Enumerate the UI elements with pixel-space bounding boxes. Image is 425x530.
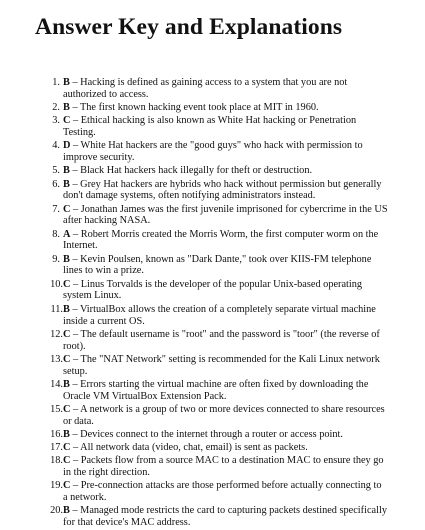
answer-body [63, 480, 388, 504]
answer-letter: C [63, 203, 71, 215]
answer-explanation: – Jonathan James was the first juvenile imprisoned for cybercrime in the US after hacking NASA. [63, 203, 388, 227]
answer-number: 18. [50, 455, 63, 467]
answer-letter: C [63, 115, 71, 127]
answer-number: 6. [52, 178, 60, 190]
answer-body [63, 455, 388, 479]
answer-item [44, 329, 388, 353]
answer-item [44, 179, 388, 203]
answer-letter: B [63, 178, 70, 190]
answer-number: 15. [50, 403, 63, 415]
answer-body [63, 102, 388, 114]
answer-list [44, 77, 388, 530]
answer-explanation: – A network is a group of two or more devices connected to share resources or data. [63, 403, 385, 427]
answer-body [63, 229, 388, 253]
answer-item [44, 254, 388, 278]
answer-item [44, 304, 388, 328]
answer-number: 1. [52, 77, 60, 88]
answer-letter: B [63, 378, 70, 390]
answer-explanation: – The first known hacking event took place at MIT in 1960. [69, 102, 319, 114]
answer-explanation: – Kevin Poulsen, known as "Dark Dante," took over KIIS-FM telephone lines to win a prize. [63, 253, 372, 277]
answer-letter: C [63, 403, 71, 415]
answer-explanation: – Pre-connection attacks are those performed before actually connecting to a network. [63, 480, 382, 504]
answer-explanation: – The default username is "root" and the password is "toor" (the reverse of root). [63, 328, 380, 352]
answer-explanation: – White Hat hackers are the "good guys" who hack with permission to improve security. [63, 140, 363, 164]
answer-number: 9. [52, 253, 60, 265]
answer-item [44, 102, 388, 114]
answer-item [44, 204, 388, 228]
answer-number: 10. [50, 278, 63, 290]
answer-number: 13. [50, 353, 63, 365]
answer-item [44, 480, 388, 504]
answer-number: 14. [50, 378, 63, 390]
answer-explanation: – Managed mode restricts the card to capturing packets destined specifically for that device's MAC address. [63, 505, 387, 529]
answer-number: 5. [52, 165, 60, 177]
answer-letter: B [63, 253, 70, 265]
answer-item [44, 404, 388, 428]
answer-number: 20. [50, 505, 63, 517]
answer-letter: B [63, 77, 70, 88]
answer-letter: C [63, 328, 71, 340]
answer-item [44, 442, 388, 454]
answer-explanation: – VirtualBox allows the creation of a completely separate virtual machine inside a current OS. [63, 303, 376, 327]
answer-explanation: – All network data (video, chat, email) is sent as packets. [70, 442, 308, 454]
answer-letter: C [63, 455, 71, 467]
answer-number: 8. [52, 228, 60, 240]
answer-body [63, 279, 388, 303]
answer-item [44, 505, 388, 529]
answer-number: 19. [50, 480, 63, 492]
answer-number: 11. [50, 303, 63, 315]
answer-body [63, 354, 388, 378]
answer-body [63, 140, 388, 164]
answer-item [44, 140, 388, 164]
answer-letter: A [63, 228, 71, 240]
answer-explanation: – Ethical hacking is also known as White Hat hacking or Penetration Testing. [63, 115, 357, 139]
answer-item [44, 165, 388, 177]
answer-number: 17. [50, 442, 63, 454]
answer-item [44, 279, 388, 303]
answer-body [63, 379, 388, 403]
answer-explanation: – Hacking is defined as gaining access to a system that you are not authorized to access. [63, 77, 348, 100]
answer-letter: B [63, 505, 70, 517]
answer-letter: C [63, 480, 71, 492]
answer-item [44, 77, 388, 101]
answer-body [63, 204, 388, 228]
answer-body [63, 429, 388, 441]
page-title: Answer Key and Explanations [35, 14, 343, 40]
answer-explanation: – Grey Hat hackers are hybrids who hack without permission but generally don't damage systems, often notifying administrators instead. [63, 178, 382, 202]
answer-item [44, 429, 388, 441]
answer-item [44, 455, 388, 479]
answer-body [63, 304, 388, 328]
answer-number: 2. [52, 102, 60, 114]
answer-body [63, 179, 388, 203]
answer-letter: B [63, 165, 70, 177]
answer-letter: B [63, 303, 70, 315]
answer-body [63, 329, 388, 353]
answer-item [44, 229, 388, 253]
answer-item [44, 115, 388, 139]
answer-explanation: – Errors starting the virtual machine are often fixed by downloading the Oracle VM VirtualBox Extension Pack. [63, 378, 369, 402]
answer-body [63, 165, 388, 177]
answer-number: 12. [50, 328, 63, 340]
answer-explanation: – Devices connect to the internet through a router or access point. [69, 428, 343, 440]
answer-explanation: – Linus Torvalds is the developer of the popular Unix-based operating system Linux. [63, 278, 363, 302]
answer-number: 4. [52, 140, 60, 152]
answer-explanation: – Black Hat hackers hack illegally for theft or destruction. [69, 165, 313, 177]
answer-explanation: – Robert Morris created the Morris Worm, the first computer worm on the Internet. [63, 228, 379, 252]
answer-body [63, 254, 388, 278]
answer-body [63, 442, 388, 454]
answer-letter: D [63, 140, 71, 152]
answer-item [44, 379, 388, 403]
answer-letter: C [63, 442, 71, 454]
answer-body [63, 115, 388, 139]
answer-body [63, 77, 388, 101]
answer-letter: B [63, 102, 70, 114]
answer-body [63, 505, 388, 529]
answer-explanation: – The "NAT Network" setting is recommended for the Kali Linux network setup. [63, 353, 380, 377]
answer-letter: C [63, 278, 71, 290]
answer-body [63, 404, 388, 428]
answer-number: 3. [52, 115, 60, 127]
answer-item [44, 354, 388, 378]
answer-letter: B [63, 428, 70, 440]
answer-number: 7. [52, 203, 60, 215]
answer-number: 16. [50, 428, 63, 440]
answer-letter: C [63, 353, 71, 365]
answer-explanation: – Packets flow from a source MAC to a destination MAC to ensure they go in the right direction. [63, 455, 384, 479]
